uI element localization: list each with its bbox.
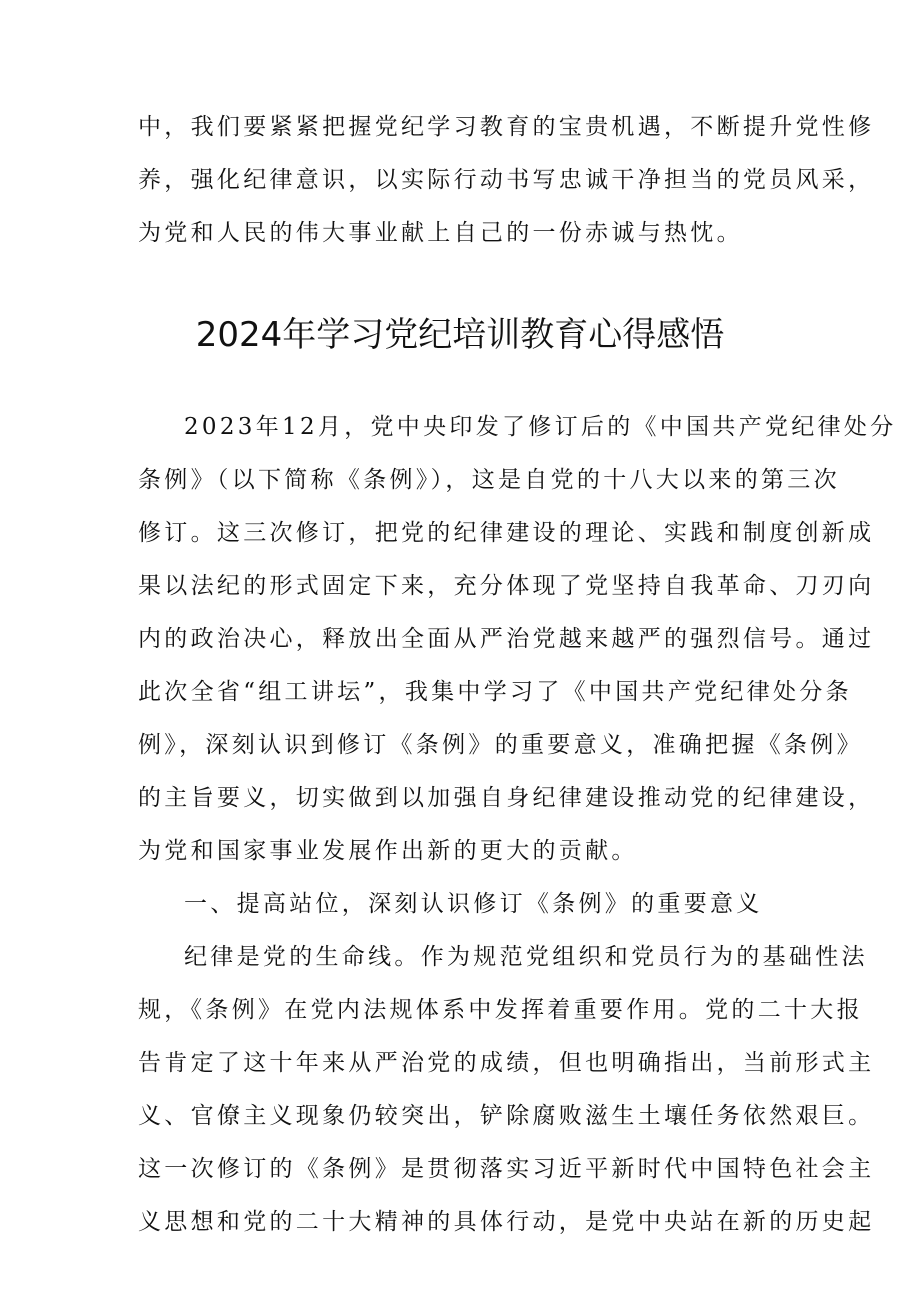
- paragraph-line: 告肯定了这十年来从严治党的成绩，但也明确指出，当前形式主: [138, 1050, 875, 1076]
- body-text: [138, 401, 897, 1249]
- paragraph-line: 此次全省“组工讲坛”，我集中学习了《中国共产党纪律处分条: [138, 679, 852, 705]
- intro-line: 养，强化纪律意识，以实际行动书写忠诚干净担当的党员风采，: [138, 167, 875, 193]
- paragraph-line: 这一次修订的《条例》是贯彻落实习近平新时代中国特色社会主: [138, 1156, 875, 1182]
- paragraph-line: 纪律是党的生命线。作为规范党组织和党员行为的基础性法: [184, 944, 868, 970]
- paragraph-line: 义思想和党的二十大精神的具体行动，是党中央站在新的历史起: [138, 1209, 875, 1235]
- document-title: 2024年学习党纪培训教育心得感悟: [195, 315, 725, 355]
- paragraph-line: 果以法纪的形式固定下来，充分体现了党坚持自我革命、刀刃向: [138, 573, 875, 599]
- paragraph-line: 2023年12月，党中央印发了修订后的《中国共产党纪律处分: [184, 414, 897, 440]
- paragraph-line: 条例》（以下简称《条例》），这是自党的十八大以来的第三次: [138, 467, 840, 493]
- paragraph-line: 义、官僚主义现象仍较突出，铲除腐败滋生土壤任务依然艰巨。: [138, 1103, 875, 1129]
- intro-line: 为党和人民的伟大事业献上自己的一份赤诚与热忱。: [138, 220, 743, 246]
- paragraph-line: 为党和国家事业发展作出新的更大的贡献。: [138, 838, 638, 864]
- paragraph-line: 规，《条例》在党内法规体系中发挥着重要作用。党的二十大报: [138, 997, 863, 1023]
- paragraph-line: 内的政治决心，释放出全面从严治党越来越严的强烈信号。通过: [138, 626, 875, 652]
- intro-paragraph: [138, 101, 875, 260]
- paragraph-line: 修订。这三次修订，把党的纪律建设的理论、实践和制度创新成: [138, 520, 875, 546]
- paragraph-line: 的主旨要义，切实做到以加强自身纪律建设推动党的纪律建设，: [138, 785, 875, 811]
- paragraph-line: 例》，深刻认识到修订《条例》的重要意义，准确把握《条例》: [138, 732, 863, 758]
- section-heading: 一、提高站位，深刻认识修订《条例》的重要意义: [184, 891, 763, 917]
- intro-line: 中，我们要紧紧把握党纪学习教育的宝贵机遇，不断提升党性修: [138, 114, 875, 140]
